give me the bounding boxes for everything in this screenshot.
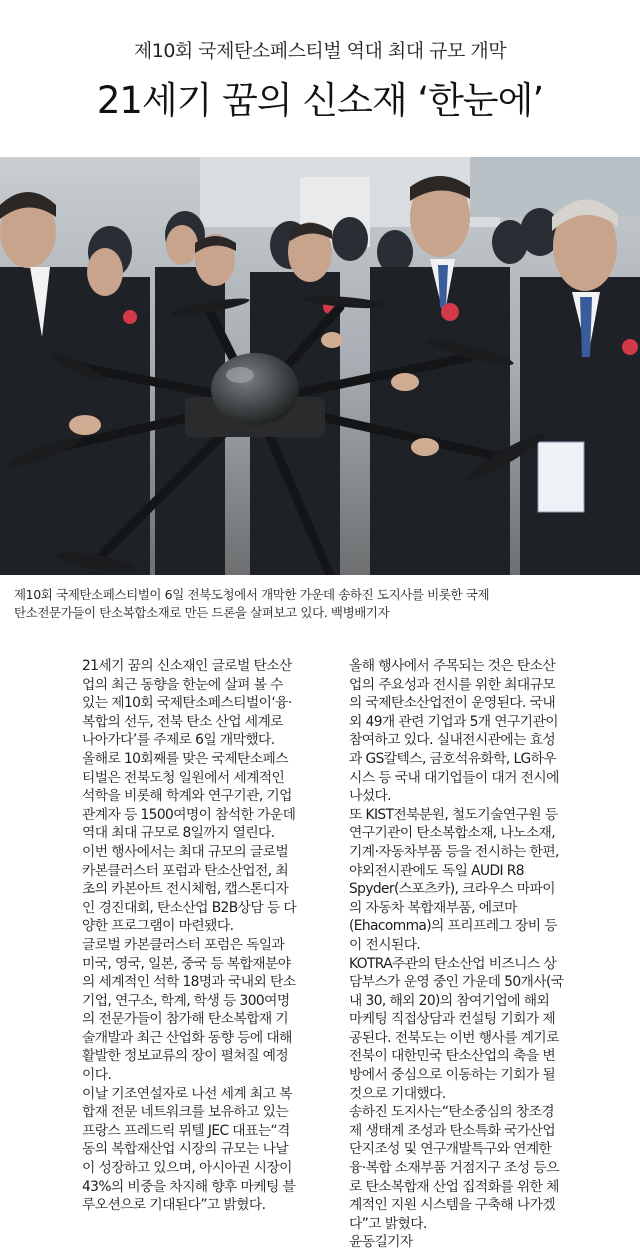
news-photo xyxy=(0,157,640,575)
body-paragraph: 글로벌 카본클러스터 포럼은 독일과 미국, 영국, 일본, 중국 등 복합재분야의 세계적인 석학 18명과 국내외 탄소기업, 연구소, 학계, 학생 등 300여명의 전문가들이 참가해 탄소복합재 기술개발과 최근 산업화 동향 등에 대해 활발한 정보교류의 장이 펼쳐질 예정이다. xyxy=(82,936,296,1084)
body-paragraph: 올해 행사에서 주목되는 것은 탄소산업의 주요성과 전시를 위한 최대규모의 국제탄소산업전이 운영된다. 국내외 49개 관련 기업과 5개 연구기관이 참여하고 있다. 실내전시관에는 효성과 GS칼텍스, 금호석유화학, LG하우시스 등 국내 대기업들이 대거 전시에 나섰다. xyxy=(349,658,559,805)
article-column-right xyxy=(349,657,565,1252)
caption-line: 탄소전문가들이 탄소복합소재로 만든 드론을 살펴보고 있다. 백병배기자 xyxy=(14,605,390,620)
body-paragraph: 이날 기조연설자로 나선 세계 최고 복합재 전문 네트워크를 보유하고 있는 프랑스 프레드릭 뮈텔 JEC 대표는“격동의 복합재산업 시장의 규모는 나날이 성장하고 있으며, 아시아권 시장이 43%의 비중을 차지해 향후 마케팅 블루오션으로 기대된다”고 밝혔다. xyxy=(82,1085,296,1214)
photo-drone-exhibition xyxy=(0,157,640,575)
body-paragraph: 송하진 도지사는“탄소중심의 창조경제 생태계 조성과 탄소특화 국가산업단지조성 및 연구개발특구와 연계한 융·복합 소재부품 거점지구 조성 등으로 탄소복합재 산업 집적화를 위한 체계적인 지원 시스템을 구축해 나가겠다”고 밝혔다. xyxy=(349,1104,559,1232)
body-paragraph: 올해로 10회째를 맞은 국제탄소페스티벌은 전북도청 일원에서 세계적인 석학을 비롯해 학계와 연구기관, 기업관계자 등 1500여명이 참석한 가운데 역대 최대 규모로 8일까지 열린다. xyxy=(82,750,296,842)
body-paragraph: KOTRA주관의 탄소산업 비즈니스 상담부스가 운영 중인 가운데 50개사(국내 30, 해외 20)의 참여기업에 해외 마케팅 직접상담과 컨설팅 기회가 제공된다. 전북도는 이번 행사를 계기로 전북이 대한민국 탄소산업의 축을 변방에서 중심으로 이동하는 기회가 될 것으로 기대했다. xyxy=(349,955,564,1102)
body-paragraph: 이번 행사에서는 최대 규모의 글로벌 카본클러스터 포럼과 탄소산업전, 최초의 카본아트 전시체험, 캡스톤디자인 경진대회, 탄소산업 B2B상담 등 다양한 프로그램이 마련됐다. xyxy=(82,843,297,935)
body-paragraph: 또 KIST전북분원, 철도기술연구원 등 연구기관이 탄소복합소재, 나노소재, 기계·자동차부품 등을 전시하는 한편, 야외전시관에도 독일 AUDI R8 Spyder(스포츠카), 크라우스 마파이의 자동차 복합재부품, 에코마(Ehacomma)의 프리프레그 장비 등이 전시된다. xyxy=(349,806,559,953)
article-column-left xyxy=(82,657,298,1215)
body-paragraph: 21세기 꿈의 신소재인 글로벌 탄소산업의 최근 동향을 한눈에 살펴 볼 수 있는 제10회 국제탄소페스티벌이‘융·복합의 선두, 전북 탄소 산업 세계로 나아가다’를 주제로 6일 개막했다. xyxy=(82,658,292,749)
caption-line: 제10회 국제탄소페스티벌이 6일 전북도청에서 개막한 가운데 송하진 도지사를 비롯한 국제 xyxy=(14,587,490,602)
article-subtitle: 제10회 국제탄소페스티벌 역대 최대 규모 개막 xyxy=(133,40,507,62)
reporter-byline: 윤동길기자 xyxy=(349,1234,413,1251)
photo-caption xyxy=(14,586,634,622)
article-title: 21세기 꿈의 신소재 ‘한눈에’ xyxy=(96,79,544,122)
